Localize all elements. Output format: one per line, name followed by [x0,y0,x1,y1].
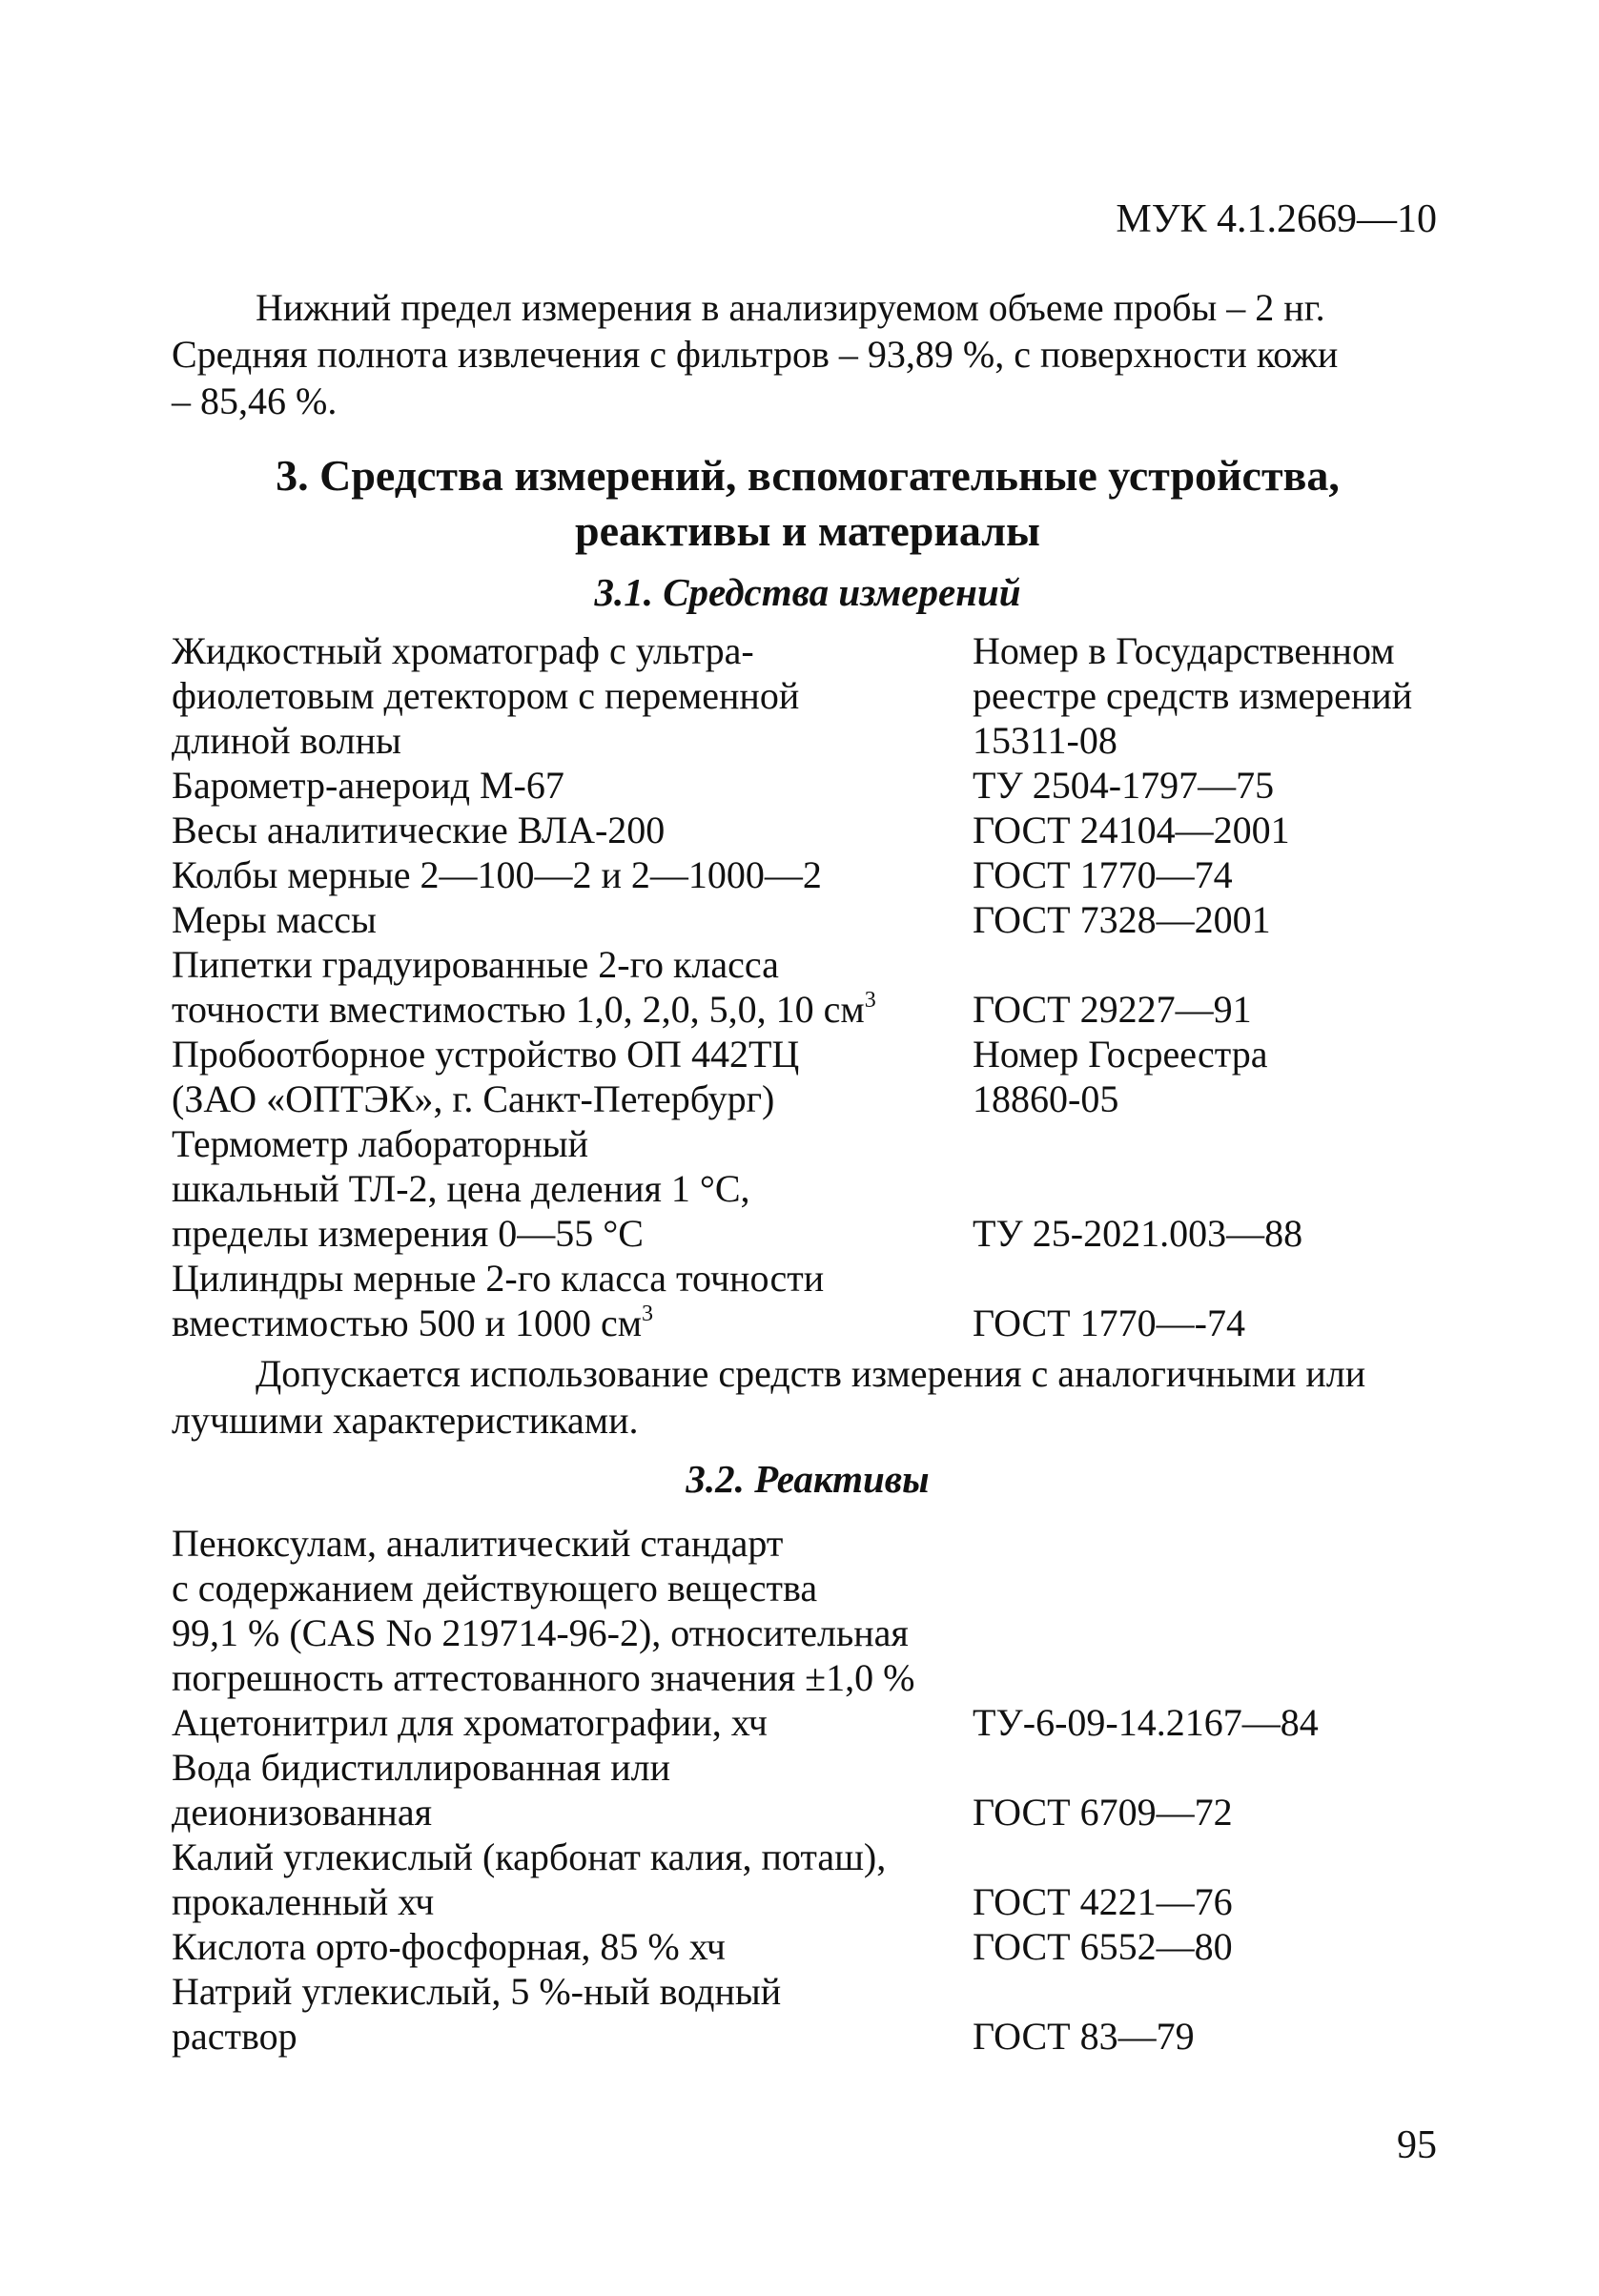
item-name [172,1700,973,1745]
item-name-text: прокаленный хч [172,1880,435,1923]
item-standard [973,1879,1444,1924]
item-name [172,1924,973,1969]
item-name-line [172,942,973,987]
list-item [172,897,1444,942]
item-name-text: Пипетки градуированные 2-го класса [172,943,779,986]
item-name-line [172,1924,973,1969]
item-standard [973,1924,1444,1969]
item-name-text: шкальный ТЛ-2, цена деления 1 °С, [172,1167,750,1210]
list-item [172,1032,1444,1121]
item-standard-line: ТУ-6-09-14.2167—84 [973,1701,1319,1744]
item-name-text: деионизованная [172,1791,432,1834]
item-name-line [172,1745,973,1790]
item-standard-line: ГОСТ 83—79 [973,2015,1195,2058]
item-name [172,808,973,852]
item-name-text: Натрий углекислый, 5 %-ный водный [172,1970,782,2013]
item-name-line [172,673,973,718]
item-name-line [172,1566,973,1610]
item-name-line [172,1879,973,1924]
item-standard-line: ГОСТ 29227—91 [973,988,1252,1031]
item-standard-line: ГОСТ 1770—74 [973,853,1233,896]
item-name-line [172,1301,973,1345]
note-line-1: Допускается использование средств измерения с аналогичными или [256,1352,1366,1395]
item-standard-line: ГОСТ 6709—72 [973,1791,1233,1834]
item-name [172,628,973,763]
item-standard-line: ГОСТ 4221—76 [973,1880,1233,1923]
item-name-text: Меры массы [172,898,377,941]
item-name-text: Пробоотборное устройство ОП 442ТЦ [172,1033,800,1076]
page-number: 95 [1397,2123,1437,2167]
item-standard [973,1700,1444,1745]
item-name-line [172,1521,973,1566]
item-standard [973,897,1444,942]
item-standard-line: ГОСТ 24104—2001 [973,809,1290,851]
list-item [172,1835,1444,1924]
item-name-line [172,1121,973,1166]
list-item [172,1700,1444,1745]
item-name-line [172,1835,973,1879]
item-name-line [172,852,973,897]
item-name [172,942,973,1032]
item-name [172,852,973,897]
subsection-heading-reagents: 3.2. Реактивы [686,1457,930,1501]
item-name-line [172,1032,973,1076]
item-name-text: (ЗАО «ОПТЭК», г. Санкт-Петербург) [172,1077,775,1120]
item-standard-line: Номер в Государственном [973,629,1395,672]
list-item [172,763,1444,808]
item-name-text: длиной волны [172,719,401,762]
list-item [172,942,1444,1032]
intro-line: Нижний предел измерения в анализируемом объеме пробы – 2 нг. [256,286,1325,329]
item-name-line [172,897,973,942]
item-standard-line: реестре средств измерений [973,674,1413,717]
item-name-text: Вода бидистиллированная или [172,1746,670,1789]
list-item [172,808,1444,852]
item-name-text: пределы измерения 0—55 °С [172,1212,644,1255]
item-standard-line: ГОСТ 1770—-74 [973,1302,1245,1344]
list-item [172,1256,1444,1345]
item-name [172,1521,973,1700]
item-name-text: Барометр-анероид М-67 [172,764,564,807]
item-name-line [172,1700,973,1745]
item-name-text: Цилиндры мерные 2-го класса точности [172,1257,825,1300]
item-name [172,1745,973,1835]
item-standard-line: Номер Госреестра [973,1033,1268,1076]
item-name-line [172,1256,973,1301]
item-name-text: Термометр лабораторный [172,1122,589,1165]
superscript: 3 [864,988,876,1013]
item-name-line [172,1790,973,1835]
item-name-line [172,718,973,763]
note-line-2: лучшими характеристиками. [172,1399,639,1442]
item-standard-line: ГОСТ 7328—2001 [973,898,1271,941]
item-name [172,763,973,808]
item-name-line [172,1211,973,1256]
intro-paragraph [172,284,1444,424]
item-name-line [172,987,973,1032]
item-standard-line: 18860-05 [973,1077,1119,1120]
item-name-text: Жидкостный хроматограф с ультра- [172,629,754,672]
item-name-text: Колбы мерные 2—100—2 и 2—1000—2 [172,853,822,896]
item-name-line [172,763,973,808]
item-name [172,897,973,942]
item-name [172,1969,973,2059]
item-name-line [172,808,973,852]
reagents-list [172,1521,1444,2059]
item-name [172,1256,973,1345]
item-standard [973,1790,1444,1835]
intro-line: – 85,46 %. [172,379,338,422]
item-standard [973,763,1444,808]
item-standard-line: ТУ 25-2021.003—88 [973,1212,1303,1255]
item-name-text: Весы аналитические ВЛА-200 [172,809,666,851]
note-line [172,1350,1444,1444]
item-name-line [172,1610,973,1655]
item-name [172,1835,973,1924]
item-name-line [172,2014,973,2059]
item-name-text: погрешность аттестованного значения ±1,0 % [172,1656,915,1699]
item-standard-line: 15311-08 [973,719,1117,762]
item-name-line [172,1166,973,1211]
item-name-text: Кислота орто-фосфорная, 85 % хч [172,1925,726,1968]
item-name-line [172,1076,973,1121]
item-name-text: 99,1 % (CAS No 219714-96-2), относительная [172,1611,909,1654]
section-title-line: 3. Средства измерений, вспомогательные устройства, [276,451,1340,500]
item-standard [973,2014,1444,2059]
superscript: 3 [642,1302,654,1326]
section-title [172,448,1444,559]
item-standard [973,987,1444,1032]
item-name-line [172,1969,973,2014]
list-item [172,1121,1444,1256]
item-name-line [172,628,973,673]
item-standard-line: ГОСТ 6552—80 [973,1925,1233,1968]
item-name [172,1121,973,1256]
item-name [172,1032,973,1121]
item-standard [973,808,1444,852]
item-name-text: Пеноксулам, аналитический стандарт [172,1522,784,1565]
item-name-text: точности вместимостью 1,0, 2,0, 5,0, 10 см [172,988,865,1031]
list-item [172,852,1444,897]
list-item [172,1969,1444,2059]
item-name-text: Калий углекислый (карбонат калия, поташ), [172,1835,887,1878]
list-item [172,628,1444,763]
item-standard [973,852,1444,897]
item-name-line [172,1655,973,1700]
item-standard [973,1211,1444,1256]
list-item [172,1521,1444,1700]
item-name-text: Ацетонитрил для хроматографии, хч [172,1701,768,1744]
item-standard-line: ТУ 2504-1797—75 [973,764,1275,807]
measurements-list [172,628,1444,1345]
subsection-heading-measurements: 3.1. Средства измерений [594,570,1021,614]
list-item [172,1745,1444,1835]
item-name-text: вместимостью 500 и 1000 см [172,1302,643,1344]
document-code: МУК 4.1.2669—10 [1116,197,1437,241]
intro-line: Средняя полнота извлечения с фильтров – 93,89 %, с поверхности кожи [172,333,1339,376]
section-title-line: реактивы и материалы [575,506,1040,555]
item-standard [973,1301,1444,1345]
measurements-note [172,1350,1444,1444]
item-name-text: фиолетовым детектором с переменной [172,674,800,717]
item-standard [973,1032,1444,1121]
item-name-text: раствор [172,2015,297,2058]
list-item [172,1924,1444,1969]
item-standard [973,628,1444,763]
item-name-text: с содержанием действующего вещества [172,1567,818,1609]
